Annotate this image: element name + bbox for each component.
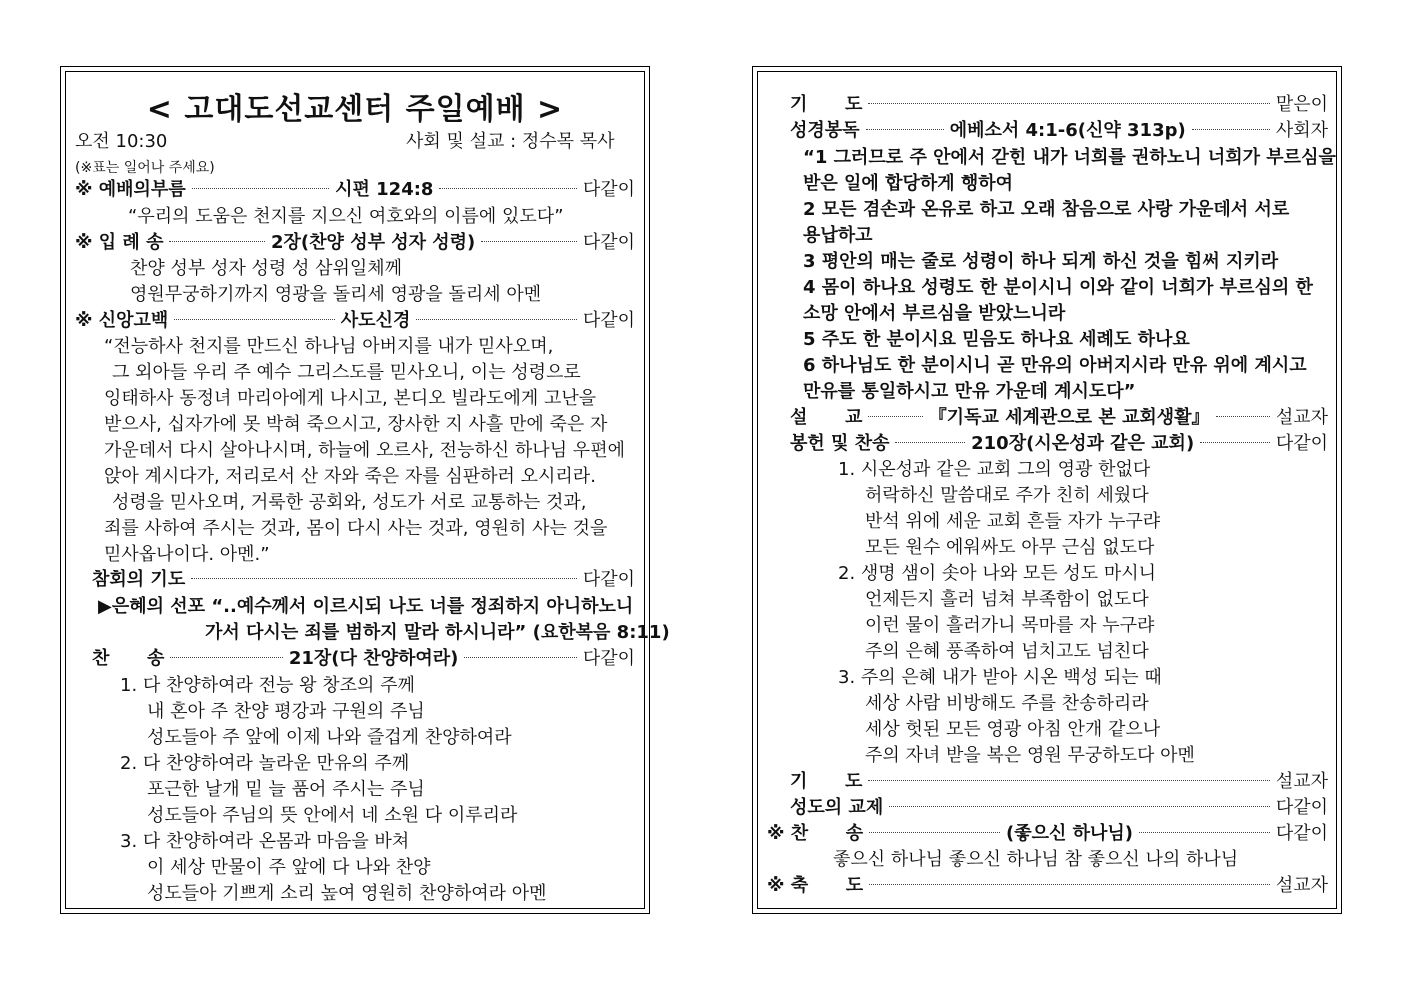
prayer2-by: 설교자 [1275,771,1328,792]
offering-hymn-line: 반석 위에 세운 교회 흔들 자가 누구랴 [865,511,1161,532]
creed-label: ※ 신앙고백 [75,310,169,331]
creed-line: 잉태하사 동정녀 마리아에게 나시고, 본디오 빌라도에게 고난을 [104,388,597,409]
offering-hymn-line: 주의 자녀 받을 복은 영원 무궁하도다 아멘 [865,745,1195,766]
call-to-worship-by: 다같이 [582,179,636,200]
leader-dots [868,103,1269,104]
reading-line: 만유를 통일하시고 만유 가운데 계시도다” [803,381,1136,402]
prayer2-label: 기 도 [790,771,863,792]
fellowship-label: 성도의 교제 [790,797,884,818]
offering-hymn-line: 이런 물이 흘러가니 목마를 자 누구랴 [865,615,1155,636]
reading-line: 4 몸이 하나요 성령도 한 분이시니 이와 같이 너희가 부르심의 한 [803,277,1313,298]
offering-hymn-line: 모든 원수 에워싸도 아무 근심 없도다 [865,537,1155,558]
hymn-row [92,647,635,671]
hymn-line: 3. 다 찬양하여라 온몸과 마음을 바쳐 [120,831,410,852]
creed-line: 앉아 계시다가, 저리로서 산 자와 죽은 자를 심판하러 오시리라. [104,466,596,487]
call-to-worship-label: ※ 예배의부름 [75,179,186,200]
closing-hymn-line: 좋으신 하나님 좋으신 하나님 참 좋으신 나의 하나님 [833,849,1239,870]
prayer-label: 기 도 [790,94,863,115]
reading-line: 소망 안에서 부르심을 받았느니라 [803,303,1066,324]
offering-label: 봉헌 및 찬송 [790,433,890,454]
offering-hymn-line: 허락하신 말씀대로 주가 친히 세웠다 [865,485,1149,506]
reading-line: 3 평안의 매는 줄로 성령이 하나 되게 하신 것을 힘써 지키라 [803,251,1279,272]
sermon-row [790,406,1328,430]
leader-dots [170,657,282,658]
leader-dots [869,884,1270,885]
leader-dots [464,657,576,658]
offering-hymn-line: 2. 생명 샘이 솟아 나와 모든 성도 마시니 [838,563,1157,584]
leader-dots [481,241,577,242]
reading-line: 용납하고 [803,225,873,246]
creed-line: 가운데서 다시 살아나시며, 하늘에 오르사, 전능하신 하나님 우편에 [104,440,625,461]
introit-row [75,231,635,255]
benediction-label: ※ 축 도 [767,875,864,896]
offering-hymn-line: 세상 사람 비방해도 주를 찬송하리라 [865,693,1149,714]
confession-by: 다같이 [582,569,635,590]
reading-line: “1 그러므로 주 안에서 갇힌 내가 너희를 권하노니 너희가 부르심을 [803,147,1336,168]
hymn-line: 이 세상 만물이 주 앞에 다 나와 찬양 [147,857,431,878]
sermon-label: 설 교 [790,407,863,428]
creed-line: 죄를 사하여 주시는 것과, 몸이 다시 사는 것과, 영원히 사는 것을 [104,518,608,539]
reading-ref: 에베소서 4:1-6(신약 313p) [949,120,1186,141]
leader-dots [1200,442,1270,443]
reading-by: 사회자 [1275,120,1328,141]
leader-dots [191,578,577,579]
hymn-by: 다같이 [582,648,636,669]
reading-label: 성경봉독 [790,120,860,141]
leader-dots [1139,832,1270,833]
leader-dots [169,241,265,242]
introit-line: 찬양 성부 성자 성령 성 삼위일체께 [130,258,403,279]
fellowship-by: 다같이 [1275,797,1328,818]
leader-dots [866,129,944,130]
call-to-worship-row [75,178,635,202]
introit-label: ※ 입 례 송 [75,232,164,253]
leader-dots [868,780,1269,781]
creed-row [75,309,635,333]
offering-hymn-line: 1. 시온성과 같은 교회 그의 영광 한없다 [838,459,1151,480]
hymn-line: 내 혼아 주 찬양 평강과 구원의 주님 [147,701,425,722]
hymn-line: 성도들아 주 앞에 이제 나와 즐겁게 찬양하여라 [147,727,512,748]
leader-dots [1192,129,1270,130]
offering-hymn-line: 주의 은혜 풍족하여 넘치고도 넘친다 [865,641,1149,662]
hymn-line: 1. 다 찬양하여라 전능 왕 창조의 주께 [120,675,415,696]
offering-hymn-line: 언제든지 흘러 넘쳐 부족함이 없도다 [865,589,1149,610]
offering-hymn: 210장(시온성과 같은 교회) [971,433,1195,454]
leader-dots [416,319,576,320]
leader-dots [889,806,1270,807]
offering-hymn-line: 3. 주의 은혜 내가 받아 시온 백성 되는 때 [838,667,1162,688]
hymn-line: 2. 다 찬양하여라 놀라운 만유의 주께 [120,753,410,774]
offering-by: 다같이 [1275,433,1328,454]
leader-dots [868,416,922,417]
leader-dots [439,188,576,189]
standing-note: (※표는 일어나 주세요) [75,160,215,176]
creed-line: 성령을 믿사오며, 거룩한 공회와, 성도가 서로 교통하는 것과, [112,492,587,513]
reading-row [790,119,1328,143]
offering-hymn-line: 세상 헛된 모든 영광 아침 안개 같으나 [865,719,1161,740]
closing-hymn-row [767,822,1328,846]
hymn-number: 21장(다 찬양하여라) [288,648,459,669]
grace-line: 가서 다시는 죄를 범하지 말라 하시니라” (요한복음 8:11) [205,622,670,643]
service-leader: 사회 및 설교 : 정수목 목사 [406,131,615,152]
leader-dots [869,832,1000,833]
prayer2-row [790,770,1328,794]
sermon-by: 설교자 [1275,407,1328,428]
closing-hymn-label: ※ 찬 송 [767,823,864,844]
offering-row [790,432,1328,456]
reading-line: 5 주도 한 분이시요 믿음도 하나요 세례도 하나요 [803,329,1190,350]
leader-dots [895,442,965,443]
service-time: 오전 10:30 [75,131,168,152]
introit-by: 다같이 [582,232,636,253]
reading-line: 2 모든 겸손과 온유로 하고 오래 참음으로 사랑 가운데서 서로 [803,199,1290,220]
closing-hymn-title: (좋으신 하나님) [1005,823,1134,844]
call-to-worship-verse: “우리의 도움은 천지를 지으신 여호와의 이름에 있도다” [128,206,564,227]
closing-hymn-by: 다같이 [1275,823,1329,844]
leader-dots [1216,416,1270,417]
creed-line: 받으사, 십자가에 못 박혀 죽으시고, 장사한 지 사흘 만에 죽은 자 [104,414,608,435]
reading-line: 6 하나님도 한 분이시니 곧 만유의 아버지시라 만유 위에 계시고 [803,355,1307,376]
creed-line: 믿사옵나이다. 아멘.” [104,544,270,565]
page-title: < 고대도선교센터 주일예배 > [146,92,564,127]
creed-by: 다같이 [582,310,635,331]
confession-label: 참회의 기도 [92,569,186,590]
hymn-line: 성도들아 주님의 뜻 안에서 네 소원 다 이루리라 [147,805,518,826]
prayer-by: 맡은이 [1275,94,1328,115]
hymn-line: 포근한 날개 밑 늘 품어 주시는 주님 [147,779,425,800]
prayer-row [790,93,1328,117]
leader-dots [192,188,329,189]
benediction-by: 설교자 [1275,875,1328,896]
fellowship-row [790,796,1328,820]
leader-dots [174,319,334,320]
hymn-line: 성도들아 기쁘게 소리 높여 영원히 찬양하여라 아멘 [147,883,547,904]
introit-line: 영원무궁하기까지 영광을 돌리세 영광을 돌리세 아멘 [130,284,542,305]
grace-line: ▶은혜의 선포 “..예수께서 이르시되 나도 너를 정죄하지 아니하노니 [98,596,634,617]
reading-line: 받은 일에 합당하게 행하여 [803,173,1014,194]
call-to-worship-ref: 시편 124:8 [335,179,434,200]
sermon-title: 『기독교 세계관으로 본 교회생활』 [928,407,1210,428]
creed-line: 그 외아들 우리 주 예수 그리스도를 믿사오니, 이는 성령으로 [112,362,581,383]
introit-hymn: 2장(찬양 성부 성자 성령) [271,232,476,253]
creed-line: “전능하사 천지를 만드신 하나님 아버지를 내가 믿사오며, [104,336,554,357]
confession-row [92,568,635,592]
creed-name: 사도신경 [340,310,411,331]
hymn-label: 찬 송 [92,648,165,669]
benediction-row [767,874,1328,898]
